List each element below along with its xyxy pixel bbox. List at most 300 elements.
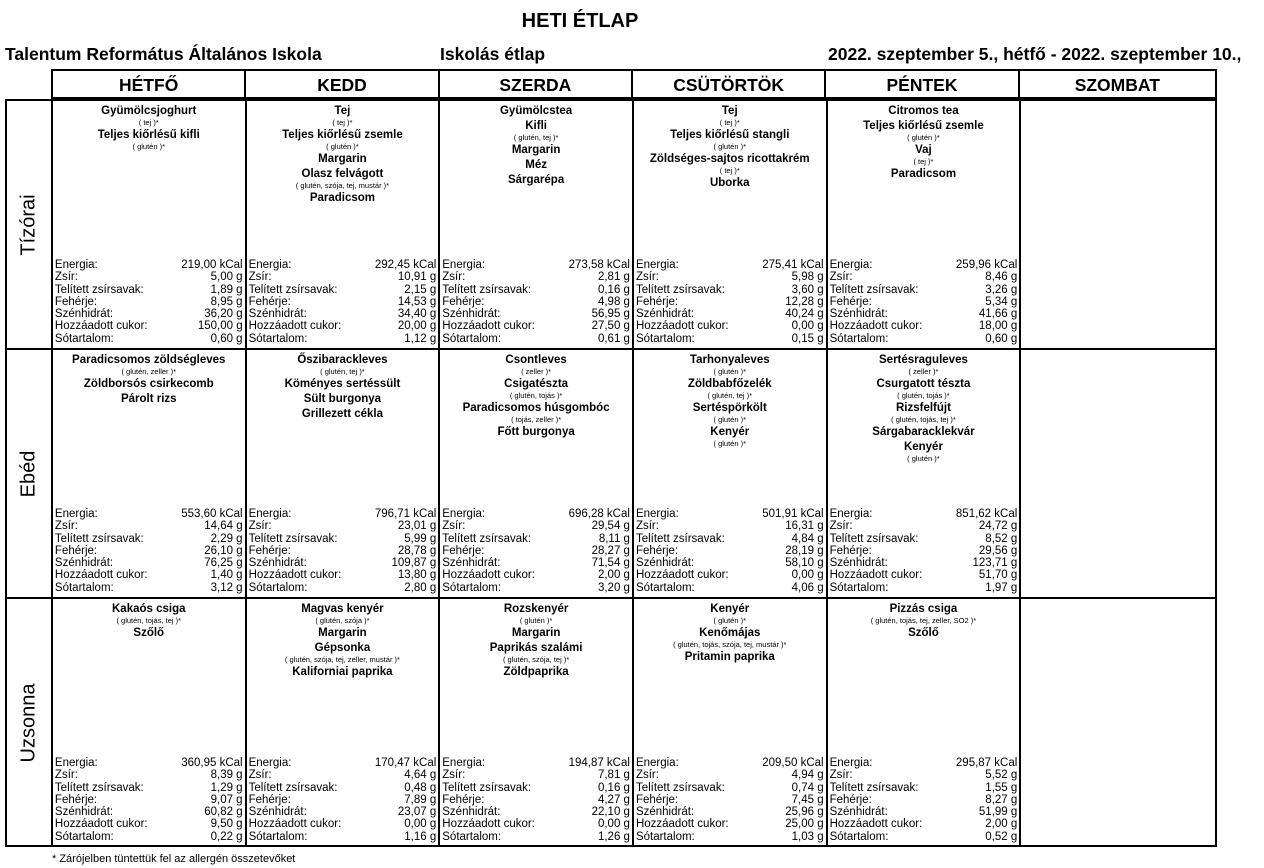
nutrient-value: 34,40 g (397, 308, 437, 321)
allergen-note: ( tej )* (138, 118, 159, 127)
nutrient-label: Fehérje: (829, 295, 872, 308)
nutrient-label: Fehérje: (829, 793, 872, 806)
allergen-note: ( glutén, zeller )* (121, 367, 177, 376)
nutrient-value: 0,16 g (597, 781, 630, 794)
nutrition-row (249, 769, 437, 781)
nutrient-value: 29,56 g (978, 544, 1018, 557)
nutrient-label: Telített zsírsavak: (54, 781, 144, 794)
nutrient-value: 0,22 g (210, 830, 243, 843)
menu-cell (440, 599, 634, 846)
nutrition-row (249, 794, 437, 806)
nutrient-value: 0,00 g (597, 818, 630, 831)
nutrient-value: 5,52 g (985, 769, 1018, 782)
nutrition-row (636, 569, 824, 581)
day-header: CSÜTÖRTÖK (633, 71, 826, 97)
nutrition-row (55, 333, 243, 345)
nutrient-label: Energia: (248, 258, 292, 271)
nutrient-value: 1,12 g (404, 332, 437, 345)
nutrition-row (830, 533, 1018, 545)
nutrient-label: Hozzáadott cukor: (248, 320, 342, 333)
nutrition-row (442, 320, 630, 332)
nutrition-row (249, 582, 437, 594)
nutrient-label: Fehérje: (442, 793, 485, 806)
nutrition-row (442, 259, 630, 271)
nutrient-value: 2,15 g (404, 283, 437, 296)
nutrient-value: 0,00 g (404, 818, 437, 831)
nutrient-label: Hozzáadott cukor: (442, 818, 535, 831)
nutrient-label: Sótartalom: (829, 830, 889, 843)
nutrition-row (249, 271, 437, 283)
allergen-note: ( glutén, tojás, szója, tej, mustár )* (673, 640, 787, 649)
nutrient-label: Zsír: (829, 520, 853, 533)
nutrient-value: 51,70 g (978, 569, 1018, 582)
nutrition-row (442, 520, 630, 532)
nutrient-value: 4,06 g (791, 581, 824, 594)
food-item: Kaliforniai paprika (292, 666, 393, 678)
nutrition-row (249, 533, 437, 545)
nutrient-value: 123,71 g (972, 557, 1018, 570)
nutrition-row (249, 557, 437, 569)
nutrient-value: 60,82 g (204, 806, 243, 819)
nutrient-value: 9,07 g (210, 793, 243, 806)
nutrition-row (249, 545, 437, 557)
food-list (53, 101, 245, 151)
nutrition-row (55, 271, 243, 283)
nutrient-value: 12,28 g (785, 295, 824, 308)
nutrition-row (249, 818, 437, 830)
nutrition-row (55, 557, 243, 569)
nutrition-row (442, 782, 630, 794)
nutrition-table (830, 757, 1018, 843)
menu-cell (53, 350, 247, 597)
food-item: Sárgabaracklekvár (872, 426, 975, 438)
nutrition-table (55, 259, 243, 345)
nutrient-value: 26,10 g (204, 544, 243, 557)
nutrition-row (830, 794, 1018, 806)
nutrient-value: 1,89 g (210, 283, 243, 296)
nutrient-label: Zsír: (248, 769, 272, 782)
food-item: Kenyér (903, 441, 943, 453)
food-item: Zöldséges-sajtos ricottakrém (649, 153, 810, 165)
food-item: Csurgatott tészta (876, 378, 971, 390)
nutrient-value: 36,20 g (204, 308, 243, 321)
food-item: Kenőmájas (699, 627, 761, 639)
nutrition-row (442, 271, 630, 283)
nutrition-row (636, 284, 824, 296)
nutrient-value: 292,45 kCal (374, 258, 437, 271)
menu-cell (828, 599, 1022, 846)
nutrient-label: Energia: (829, 756, 873, 769)
nutrient-value: 8,52 g (985, 532, 1018, 545)
nutrition-row (830, 333, 1018, 345)
nutrient-value: 0,00 g (791, 569, 824, 582)
nutrient-value: 28,78 g (397, 544, 437, 557)
nutrient-value: 58,10 g (785, 557, 824, 570)
nutrition-row (55, 782, 243, 794)
nutrition-row (249, 284, 437, 296)
nutrient-value: 28,27 g (591, 544, 630, 557)
nutrient-label: Szénhidrát: (635, 557, 695, 570)
food-item: Margarin (511, 144, 561, 156)
nutrient-label: Telített zsírsavak: (442, 532, 532, 545)
day-header: SZOMBAT (1074, 75, 1160, 95)
food-item: Csontleves (505, 354, 567, 366)
nutrition-row (636, 806, 824, 818)
food-list (440, 101, 632, 189)
nutrient-value: 5,00 g (210, 271, 243, 284)
nutrition-row (442, 333, 630, 345)
day-header: SZERDA (440, 71, 633, 97)
nutrient-label: Energia: (635, 258, 679, 271)
nutrient-value: 24,72 g (978, 520, 1018, 533)
nutrition-row (636, 259, 824, 271)
nutrient-value: 4,84 g (791, 532, 824, 545)
nutrition-row (55, 545, 243, 557)
nutrient-value: 1,29 g (210, 781, 243, 794)
nutrient-label: Telített zsírsavak: (442, 781, 532, 794)
nutrient-label: Hozzáadott cukor: (54, 320, 148, 333)
meal-label-cell (7, 599, 53, 846)
nutrition-row (636, 333, 824, 345)
nutrient-label: Sótartalom: (829, 581, 889, 594)
food-item: Rozskenyér (503, 603, 569, 615)
nutrition-row (442, 806, 630, 818)
nutrient-value: 273,58 kCal (568, 258, 630, 271)
food-item: Citromos tea (888, 105, 959, 117)
nutrient-value: 0,48 g (404, 781, 437, 794)
nutrient-value: 0,15 g (791, 332, 824, 345)
nutrition-row (249, 308, 437, 320)
nutrient-value: 553,60 kCal (181, 507, 243, 520)
nutrition-row (55, 582, 243, 594)
nutrient-label: Szénhidrát: (248, 806, 307, 819)
nutrition-table (636, 757, 824, 843)
nutrient-label: Szénhidrát: (54, 806, 114, 819)
school-name: Talentum Református Általános Iskola (5, 44, 322, 64)
nutrient-value: 16,31 g (785, 520, 824, 533)
menu-cell (247, 599, 441, 846)
nutrient-label: Zsír: (829, 769, 853, 782)
nutrition-table (442, 757, 630, 843)
nutrient-value: 275,41 kCal (762, 258, 824, 271)
nutrient-label: Telített zsírsavak: (829, 781, 919, 794)
nutrition-row (55, 806, 243, 818)
nutrient-value: 8,39 g (210, 769, 243, 782)
nutrient-value: 27,50 g (591, 320, 630, 333)
nutrient-value: 4,64 g (404, 769, 437, 782)
allergen-note: ( glutén )* (132, 142, 166, 151)
nutrient-label: Sótartalom: (442, 332, 502, 345)
nutrient-label: Hozzáadott cukor: (248, 818, 342, 831)
nutrient-label: Energia: (829, 507, 873, 520)
nutrition-row (249, 508, 437, 520)
menu-cell (634, 599, 828, 846)
food-item: Tarhonyaleves (689, 354, 770, 366)
nutrient-label: Hozzáadott cukor: (442, 569, 535, 582)
nutrient-value: 170,47 kCal (374, 756, 437, 769)
nutrient-value: 1,55 g (985, 781, 1018, 794)
nutrition-row (442, 569, 630, 581)
nutrient-value: 51,99 g (978, 806, 1018, 819)
food-item: Pizzás csiga (889, 603, 958, 615)
nutrition-row (830, 818, 1018, 830)
allergen-note: ( tej )* (719, 118, 740, 127)
nutrition-row (636, 271, 824, 283)
nutrition-row (636, 757, 824, 769)
food-list (53, 599, 245, 642)
food-item: Paradicsom (890, 168, 957, 180)
nutrient-value: 1,40 g (210, 569, 243, 582)
menu-cell (828, 101, 1022, 348)
nutrient-label: Fehérje: (829, 544, 872, 557)
nutrition-row (55, 533, 243, 545)
nutrient-label: Telített zsírsavak: (248, 781, 338, 794)
nutrient-value: 1,97 g (985, 581, 1018, 594)
nutrition-row (636, 557, 824, 569)
allergen-note: ( glutén )* (713, 415, 747, 424)
meal-label: Ebéd (17, 450, 40, 497)
food-list (828, 101, 1020, 183)
nutrient-label: Sótartalom: (248, 830, 308, 843)
nutrient-label: Energia: (248, 507, 292, 520)
nutrient-value: 150,00 g (197, 320, 243, 333)
nutrient-label: Zsír: (635, 520, 659, 533)
nutrient-value: 0,61 g (597, 332, 630, 345)
menu-grid (5, 99, 1217, 847)
day-header: HÉTFŐ (53, 71, 246, 97)
food-item: Uborka (709, 177, 750, 189)
menu-cell (247, 101, 441, 348)
food-list (634, 101, 826, 192)
nutrient-label: Szénhidrát: (442, 308, 501, 321)
food-item: Paradicsomos húsgombóc (462, 402, 610, 414)
nutrient-value: 7,45 g (791, 793, 824, 806)
nutrition-row (442, 284, 630, 296)
nutrition-row (249, 782, 437, 794)
nutrient-label: Telített zsírsavak: (635, 781, 725, 794)
food-list (634, 599, 826, 666)
nutrient-value: 4,94 g (791, 769, 824, 782)
nutrient-value: 28,19 g (785, 544, 824, 557)
nutrition-table (636, 259, 824, 345)
nutrient-value: 14,64 g (204, 520, 243, 533)
nutrient-label: Zsír: (829, 271, 853, 284)
nutrient-value: 501,91 kCal (762, 507, 824, 520)
nutrition-row (249, 259, 437, 271)
nutrient-value: 2,00 g (597, 569, 630, 582)
food-item: Margarin (318, 627, 367, 639)
nutrition-row (636, 545, 824, 557)
nutrient-value: 0,00 g (791, 320, 824, 333)
nutrient-label: Energia: (54, 756, 98, 769)
food-item: Sárgarépa (507, 174, 565, 186)
nutrition-row (442, 769, 630, 781)
nutrient-label: Telített zsírsavak: (54, 283, 144, 296)
food-list (247, 599, 439, 681)
nutrient-label: Fehérje: (54, 544, 98, 557)
nutrition-row (249, 333, 437, 345)
food-item: Gépsonka (314, 642, 371, 654)
nutrition-row (55, 320, 243, 332)
nutrient-label: Energia: (248, 756, 292, 769)
nutrition-row (830, 308, 1018, 320)
nutrient-value: 219,00 kCal (181, 258, 243, 271)
nutrient-label: Zsír: (442, 769, 466, 782)
menu-cell (440, 350, 634, 597)
nutrient-label: Fehérje: (442, 295, 485, 308)
day-header: KEDD (246, 71, 439, 97)
food-item: Margarin (511, 627, 561, 639)
allergen-note: ( tojás, zeller )* (511, 415, 562, 424)
nutrient-value: 109,87 g (391, 557, 437, 570)
nutrient-value: 295,87 kCal (955, 756, 1018, 769)
nutrient-label: Hozzáadott cukor: (248, 569, 342, 582)
allergen-note: ( glutén )* (907, 454, 940, 463)
nutrition-row (830, 757, 1018, 769)
nutrition-row (249, 806, 437, 818)
nutrition-row (249, 757, 437, 769)
nutrition-row (249, 569, 437, 581)
nutrition-row (636, 520, 824, 532)
food-item: Paradicsomos zöldségleves (72, 354, 226, 366)
nutrition-table (442, 508, 630, 594)
food-item: Margarin (318, 153, 367, 165)
nutrient-value: 10,91 g (397, 271, 437, 284)
nutrient-value: 0,60 g (985, 332, 1018, 345)
food-item: Zöldpaprika (503, 666, 569, 678)
nutrient-label: Sótartalom: (54, 830, 114, 843)
nutrition-table (442, 259, 630, 345)
nutrient-label: Energia: (442, 258, 486, 271)
nutrient-value: 20,00 g (397, 320, 437, 333)
nutrient-value: 22,10 g (591, 806, 630, 819)
allergen-note: ( glutén, szója, tej )* (502, 655, 570, 664)
nutrition-row (830, 806, 1018, 818)
food-item: Sertésraguleves (879, 354, 968, 366)
allergen-note: ( glutén, tej )* (707, 391, 753, 400)
nutrition-row (830, 557, 1018, 569)
nutrition-row (636, 308, 824, 320)
food-item: Párolt rizs (120, 393, 177, 405)
nutrient-value: 7,81 g (597, 769, 630, 782)
food-item: Tej (721, 105, 738, 117)
allergen-note: ( glutén, tojás )* (509, 391, 563, 400)
nutrient-label: Energia: (54, 258, 98, 271)
nutrition-row (830, 296, 1018, 308)
nutrient-label: Fehérje: (54, 793, 98, 806)
nutrition-table (249, 757, 437, 843)
food-item: Gyümölcsjoghurt (101, 105, 197, 117)
nutrient-label: Zsír: (635, 769, 659, 782)
nutrient-value: 4,98 g (597, 295, 630, 308)
allergen-note: ( glutén )* (326, 142, 359, 151)
allergen-note: ( glutén, szója, tej, zeller, mustár )* (284, 655, 400, 664)
nutrient-value: 0,16 g (597, 283, 630, 296)
allergen-note: ( glutén, tojás, tej )* (891, 415, 956, 424)
nutrient-label: Hozzáadott cukor: (829, 818, 923, 831)
nutrition-row (55, 757, 243, 769)
nutrition-row (830, 259, 1018, 271)
nutrient-value: 3,60 g (791, 283, 824, 296)
nutrient-label: Telített zsírsavak: (635, 283, 725, 296)
nutrient-value: 41,66 g (978, 308, 1018, 321)
nutrient-value: 696,28 kCal (568, 507, 630, 520)
nutrition-row (55, 520, 243, 532)
nutrition-row (55, 569, 243, 581)
nutrition-row (55, 284, 243, 296)
nutrition-row (55, 259, 243, 271)
nutrient-value: 2,81 g (597, 271, 630, 284)
food-list (1021, 599, 1215, 603)
nutrient-label: Fehérje: (248, 544, 291, 557)
nutrition-table (830, 508, 1018, 594)
nutrient-value: 56,95 g (591, 308, 630, 321)
food-item: Sertéspörkölt (692, 402, 767, 414)
nutrient-label: Hozzáadott cukor: (829, 320, 923, 333)
nutrient-value: 71,54 g (591, 557, 630, 570)
allergen-note: ( glutén )* (713, 367, 747, 376)
nutrient-label: Zsír: (54, 769, 78, 782)
nutrient-label: Sótartalom: (54, 581, 114, 594)
menu-cell (53, 101, 247, 348)
nutrient-label: Energia: (829, 258, 873, 271)
nutrient-label: Hozzáadott cukor: (635, 569, 729, 582)
nutrition-row (55, 794, 243, 806)
nutrition-table (249, 259, 437, 345)
menu-cell (247, 350, 441, 597)
nutrition-row (636, 508, 824, 520)
food-list (828, 599, 1020, 642)
nutrient-label: Zsír: (248, 271, 272, 284)
nutrition-row (442, 296, 630, 308)
nutrient-value: 2,29 g (210, 532, 243, 545)
menu-type: Iskolás étlap (440, 44, 546, 64)
menu-cell (828, 350, 1022, 597)
nutrition-row (636, 320, 824, 332)
nutrient-label: Fehérje: (442, 544, 485, 557)
food-list (1021, 101, 1215, 105)
nutrition-table (55, 508, 243, 594)
nutrient-label: Sótartalom: (442, 581, 502, 594)
nutrient-value: 76,25 g (204, 557, 243, 570)
food-item: Teljes kiőrlésű stangli (670, 129, 790, 141)
nutrient-label: Telített zsírsavak: (54, 532, 144, 545)
food-item: Őszibarackleves (297, 354, 388, 366)
nutrition-row (55, 769, 243, 781)
food-item: Kifli (525, 120, 547, 132)
nutrition-row (442, 831, 630, 843)
date-range: 2022. szeptember 5., hétfő - 2022. szeptember 10., (828, 44, 1242, 64)
allergen-note: ( glutén, tojás, tej )* (116, 616, 182, 625)
nutrient-label: Sótartalom: (635, 332, 695, 345)
nutrition-row (830, 508, 1018, 520)
menu-cell (53, 599, 247, 846)
nutrient-value: 1,26 g (597, 830, 630, 843)
nutrient-label: Szénhidrát: (54, 308, 114, 321)
allergen-note: ( glutén )* (713, 439, 747, 448)
nutrient-value: 2,80 g (404, 581, 437, 594)
food-item: Olasz felvágott (301, 168, 384, 180)
nutrient-value: 3,26 g (985, 283, 1018, 296)
allergen-footnote: * Zárójelben tüntettük fel az allergén összetevőket (52, 853, 296, 865)
nutrition-row (55, 308, 243, 320)
nutrient-label: Zsír: (54, 271, 78, 284)
nutrient-label: Telített zsírsavak: (829, 283, 919, 296)
nutrient-value: 4,27 g (597, 793, 630, 806)
nutrient-label: Sótartalom: (829, 332, 889, 345)
nutrition-row (442, 508, 630, 520)
nutrient-label: Telített zsírsavak: (248, 283, 338, 296)
